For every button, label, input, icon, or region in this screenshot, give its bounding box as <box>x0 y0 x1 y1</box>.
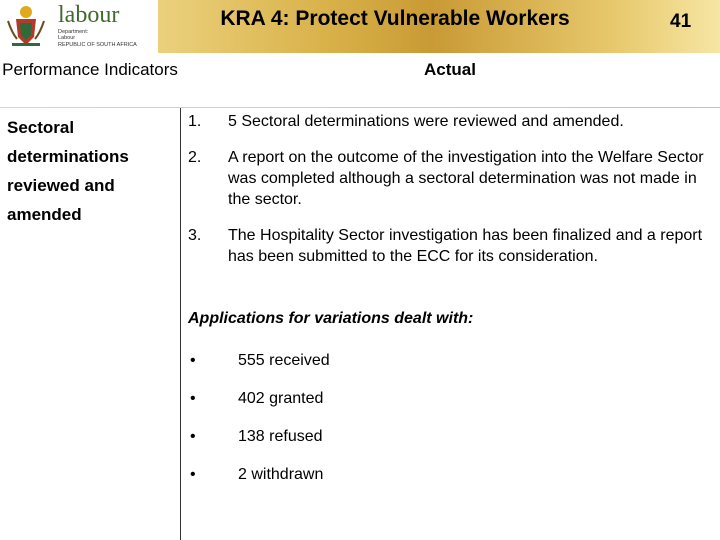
page-number: 41 <box>670 11 692 32</box>
page-title: KRA 4: Protect Vulnerable Workers <box>220 7 570 30</box>
list-item <box>188 111 716 132</box>
logo-wordmark: labour <box>58 2 120 28</box>
column-heading-actual: Actual <box>424 60 476 79</box>
bullet-item <box>188 350 488 388</box>
header-divider <box>0 107 720 108</box>
item-number: 3. <box>188 227 202 244</box>
department-logo <box>0 0 158 53</box>
item-text: A report on the outcome of the investigation into the Welfare Sector was completed although a sectoral determination was not made in the sector. <box>228 149 704 208</box>
column-divider <box>180 108 181 540</box>
bullet-item <box>188 464 488 502</box>
item-number: 2. <box>188 149 202 166</box>
applications-list <box>188 350 488 502</box>
performance-indicator: Sectoral determinations reviewed and amended <box>7 118 129 224</box>
bullet-icon: • <box>190 428 196 445</box>
bullet-item <box>188 388 488 426</box>
bullet-icon: • <box>190 466 196 483</box>
list-item <box>188 225 716 267</box>
list-item <box>188 147 716 210</box>
logo-subtitle: Department: Labour REPUBLIC OF SOUTH AFRICA <box>58 29 137 48</box>
coat-of-arms-icon <box>3 3 49 49</box>
title-banner <box>0 0 720 53</box>
bullet-text: 138 refused <box>238 428 323 445</box>
bullet-item <box>188 426 488 464</box>
bullet-icon: • <box>190 352 196 369</box>
item-text: 5 Sectoral determinations were reviewed and amended. <box>228 113 624 130</box>
bullet-icon: • <box>190 390 196 407</box>
column-heading-indicators: Performance Indicators <box>2 60 178 79</box>
bullet-text: 555 received <box>238 352 330 369</box>
item-number: 1. <box>188 113 202 130</box>
bullet-text: 402 granted <box>238 390 324 407</box>
item-text: The Hospitality Sector investigation has been finalized and a report has been submitted to the ECC for its consideration. <box>228 227 703 265</box>
applications-heading: Applications for variations dealt with: <box>188 310 474 327</box>
bullet-text: 2 withdrawn <box>238 466 324 483</box>
actual-list <box>188 111 716 282</box>
